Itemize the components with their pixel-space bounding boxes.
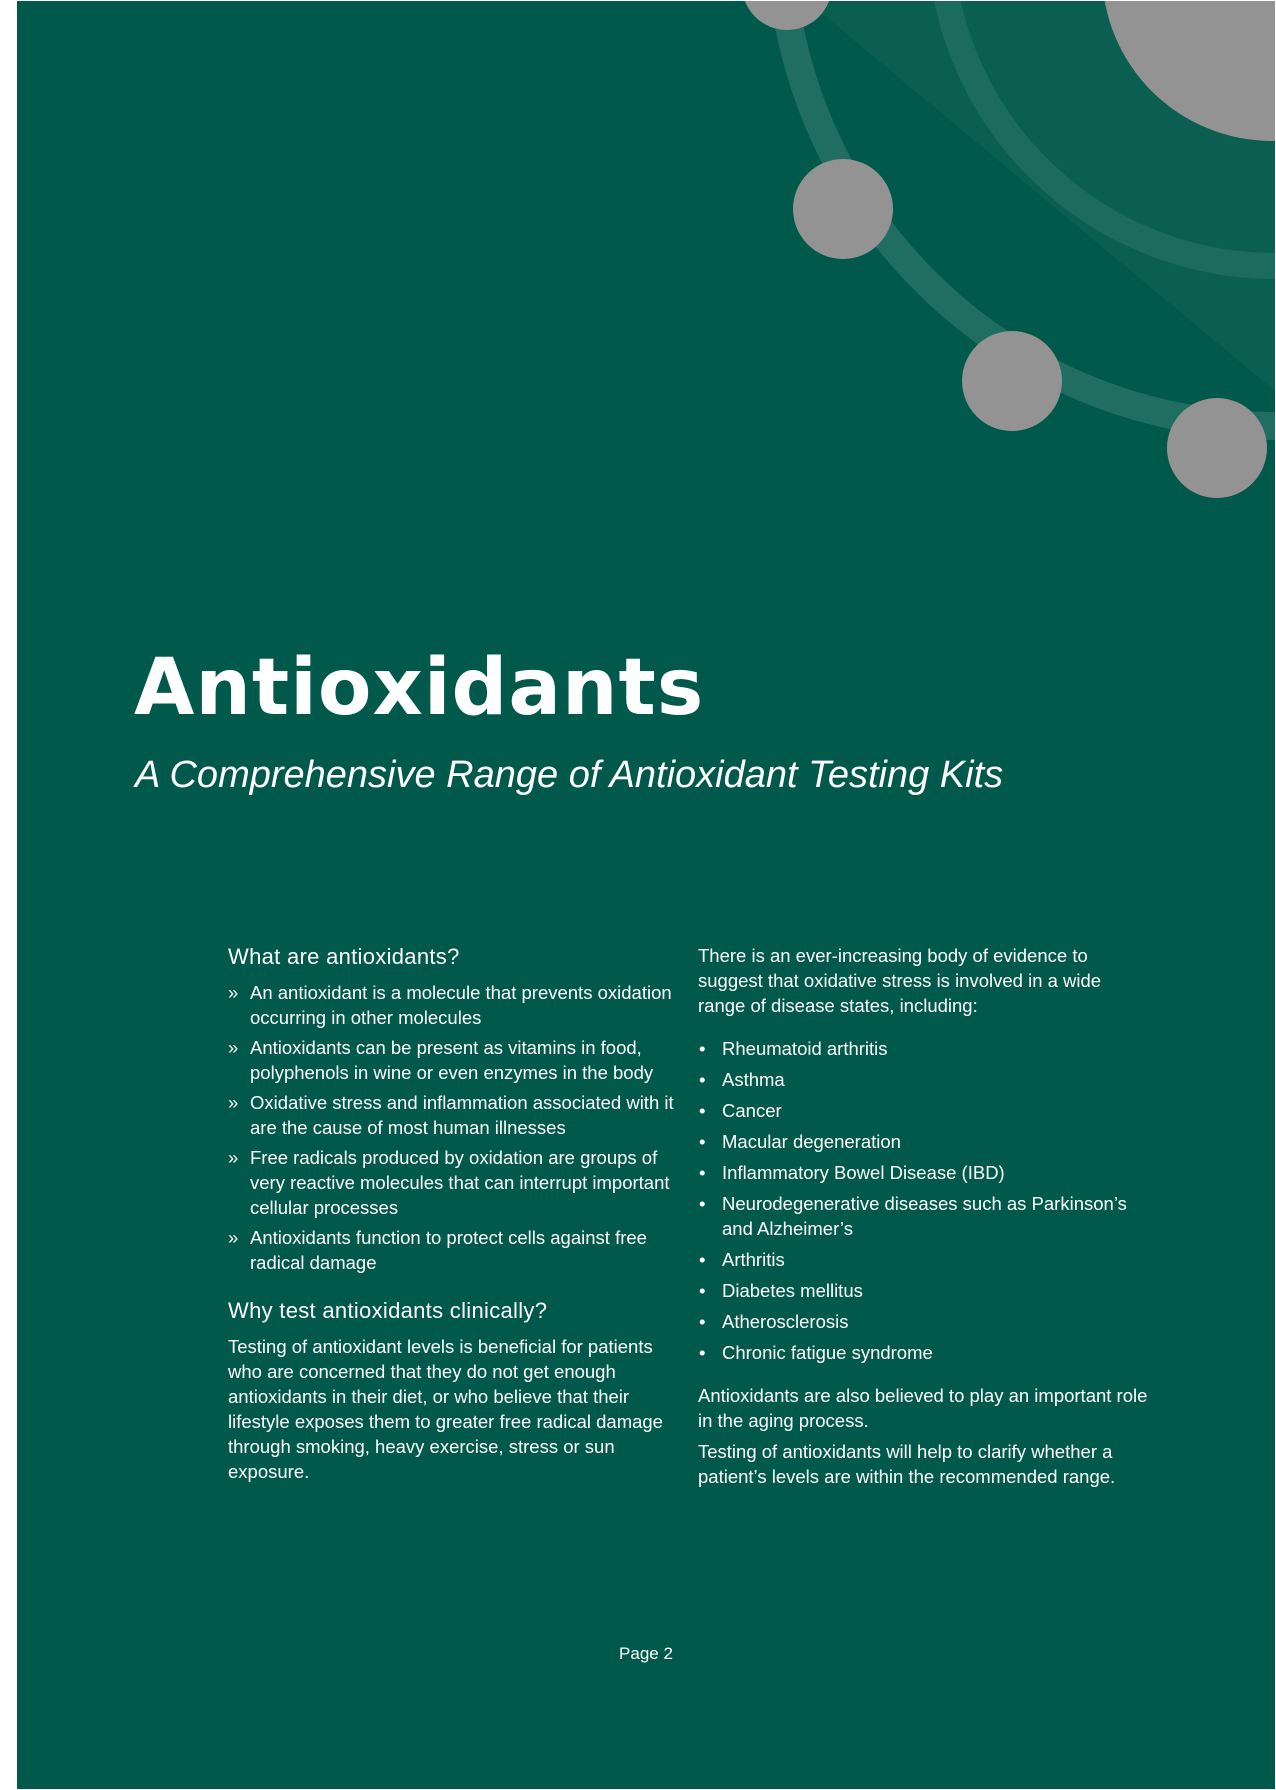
arrow-marker: » bbox=[228, 982, 239, 1003]
arrow-marker: » bbox=[228, 1147, 239, 1168]
page-subtitle: A Comprehensive Range of Antioxidant Testing Kits bbox=[135, 754, 1004, 796]
section-heading-why: Why test antioxidants clinically? bbox=[228, 1298, 548, 1323]
left-column bbox=[228, 943, 688, 1484]
list-item-text: Neurodegenerative diseases such as Parkinson’s and Alzheimer’s bbox=[722, 1193, 1127, 1239]
evidence-intro: There is an ever-increasing body of evidence to suggest that oxidative stress is involved in a wide range of disease states, including: bbox=[698, 945, 1102, 1016]
bullet-marker: • bbox=[699, 1131, 706, 1152]
bullet-marker: • bbox=[699, 1249, 706, 1270]
list-item-text: Atherosclerosis bbox=[722, 1311, 849, 1332]
bullet-marker: • bbox=[699, 1311, 706, 1332]
list-item-text: Antioxidants can be present as vitamins in food, polyphenols in wine or even enzymes in the body bbox=[250, 1037, 654, 1083]
deco-dot bbox=[742, 1, 832, 30]
aging-paragraph: Antioxidants are also believed to play an important role in the aging process. bbox=[698, 1385, 1148, 1431]
arrow-marker: » bbox=[228, 1227, 239, 1248]
right-column bbox=[698, 943, 1153, 1489]
list-item-text: An antioxidant is a molecule that prevents oxidation occurring in other molecules bbox=[250, 982, 672, 1028]
list-item bbox=[698, 1191, 1153, 1241]
disease-list bbox=[698, 1036, 1153, 1365]
list-item-text: Macular degeneration bbox=[722, 1131, 901, 1152]
list-item-text: Chronic fatigue syndrome bbox=[722, 1342, 933, 1363]
testing-paragraph: Testing of antioxidants will help to clarify whether a patient’s levels are within the recommended range. bbox=[698, 1441, 1116, 1487]
list-item bbox=[698, 1129, 1153, 1154]
list-item bbox=[698, 1247, 1153, 1272]
bullet-marker: • bbox=[699, 1342, 706, 1363]
list-item bbox=[228, 1090, 688, 1140]
list-item-text: Antioxidants function to protect cells against free radical damage bbox=[250, 1227, 647, 1273]
list-item bbox=[698, 1036, 1153, 1061]
arrow-marker: » bbox=[228, 1037, 239, 1058]
bullet-marker: • bbox=[699, 1069, 706, 1090]
list-item bbox=[698, 1098, 1153, 1123]
list-item bbox=[698, 1278, 1153, 1303]
list-item-text: Arthritis bbox=[722, 1249, 785, 1270]
list-item-text: Cancer bbox=[722, 1100, 782, 1121]
deco-dot bbox=[962, 331, 1062, 431]
list-item-text: Diabetes mellitus bbox=[722, 1280, 863, 1301]
bullet-marker: • bbox=[699, 1038, 706, 1059]
list-item-text: Asthma bbox=[722, 1069, 785, 1090]
molecule-decoration bbox=[17, 1, 1275, 521]
bullet-marker: • bbox=[699, 1162, 706, 1183]
list-item bbox=[228, 980, 688, 1030]
page-title: Antioxidants bbox=[134, 643, 705, 733]
list-item bbox=[228, 1035, 688, 1085]
list-item bbox=[228, 1225, 688, 1275]
arrow-marker: » bbox=[228, 1092, 239, 1113]
page-number: Page 2 bbox=[619, 1644, 673, 1663]
list-item-text: Rheumatoid arthritis bbox=[722, 1038, 888, 1059]
list-item bbox=[698, 1340, 1153, 1365]
list-item bbox=[228, 1145, 688, 1220]
section-heading-what: What are antioxidants? bbox=[228, 944, 460, 969]
antioxidant-facts-list bbox=[228, 980, 688, 1275]
deco-dot bbox=[793, 159, 893, 259]
list-item-text: Free radicals produced by oxidation are groups of very reactive molecules that can interrupt important cellular processes bbox=[250, 1147, 670, 1218]
list-item-text: Inflammatory Bowel Disease (IBD) bbox=[722, 1162, 1005, 1183]
list-item-text: Oxidative stress and inflammation associated with it are the cause of most human illnesses bbox=[250, 1092, 674, 1138]
list-item bbox=[698, 1160, 1153, 1185]
deco-dot bbox=[1167, 398, 1267, 498]
bullet-marker: • bbox=[699, 1193, 706, 1214]
list-item bbox=[698, 1309, 1153, 1334]
brochure-page bbox=[17, 1, 1275, 1789]
bullet-marker: • bbox=[699, 1100, 706, 1121]
list-item bbox=[698, 1067, 1153, 1092]
why-test-paragraph: Testing of antioxidant levels is beneficial for patients who are concerned that they do not get enough antioxidants in their diet, or who believe that their lifestyle exposes them to greater free radical damage through smoking, heavy exercise, stress or sun exposure. bbox=[228, 1336, 663, 1482]
bullet-marker: • bbox=[699, 1280, 706, 1301]
